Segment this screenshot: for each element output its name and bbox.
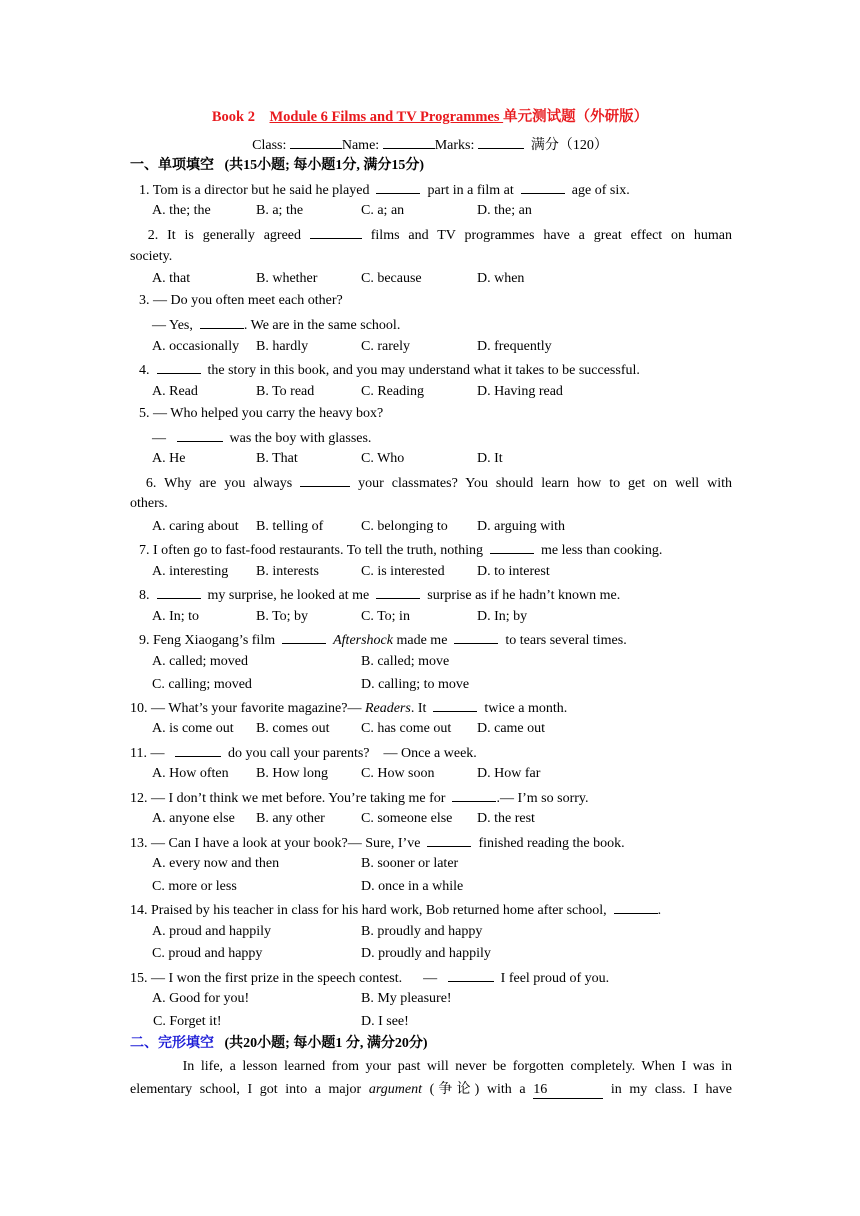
option-b[interactable]: B. That bbox=[256, 451, 298, 466]
option-b[interactable]: B. hardly bbox=[256, 339, 309, 354]
option-b[interactable]: B. To read bbox=[256, 384, 315, 399]
option-d[interactable]: D. proudly and happily bbox=[361, 946, 491, 961]
option-c[interactable]: C. How soon bbox=[361, 766, 435, 781]
blank[interactable] bbox=[177, 429, 223, 442]
blank[interactable] bbox=[427, 834, 471, 847]
question-2: 2. It is generally agreed films and TV programmes have a great effect on human bbox=[147, 228, 733, 243]
option-b[interactable]: B. telling of bbox=[256, 519, 324, 534]
option-b[interactable]: B. comes out bbox=[256, 721, 330, 736]
option-d[interactable]: D. arguing with bbox=[477, 519, 566, 534]
option-a[interactable]: A. caring about bbox=[152, 519, 239, 534]
option-d[interactable]: D. when bbox=[477, 271, 525, 286]
option-c[interactable]: C. someone else bbox=[361, 811, 453, 826]
option-b[interactable]: B. any other bbox=[256, 811, 325, 826]
option-d[interactable]: D. frequently bbox=[477, 339, 552, 354]
title-suffix: 单元测试题（外研版） bbox=[503, 109, 649, 125]
option-c[interactable]: C. calling; moved bbox=[152, 677, 252, 692]
option-d[interactable]: D. In; by bbox=[477, 609, 528, 624]
blank[interactable] bbox=[433, 699, 477, 712]
blank[interactable] bbox=[157, 586, 201, 599]
option-d[interactable]: D. I see! bbox=[361, 1014, 409, 1029]
option-a[interactable]: A. How often bbox=[152, 766, 229, 781]
question-12: 12. — I don’t think we met before. You’re taking me for .— I’m so sorry. bbox=[130, 791, 589, 806]
name-blank[interactable] bbox=[383, 136, 435, 149]
passage-line-2: elementary school, I got into a major argument (争论) with a 16 in my class. I have bbox=[130, 1082, 732, 1097]
option-a[interactable]: A. Good for you! bbox=[152, 991, 250, 1006]
blank[interactable] bbox=[454, 631, 498, 644]
question-14: 14. Praised by his teacher in class for his hard work, Bob returned home after school, . bbox=[130, 903, 662, 918]
option-a[interactable]: A. is come out bbox=[152, 721, 234, 736]
option-c[interactable]: C. Forget it! bbox=[153, 1014, 222, 1029]
option-b[interactable]: B. proudly and happy bbox=[361, 924, 483, 939]
question-15: 15. — I won the first prize in the speech contest. — I feel proud of you. bbox=[130, 971, 610, 986]
option-c[interactable]: C. rarely bbox=[361, 339, 410, 354]
passage-line-1: In life, a lesson learned from your past will never be forgotten completely. When I was in bbox=[182, 1059, 733, 1074]
blank[interactable] bbox=[310, 226, 362, 239]
option-d[interactable]: D. Having read bbox=[477, 384, 563, 399]
question-6-cont: others. bbox=[130, 496, 168, 511]
option-a[interactable]: A. anyone else bbox=[152, 811, 235, 826]
option-d[interactable]: D. the; an bbox=[477, 203, 532, 218]
blank[interactable] bbox=[490, 541, 534, 554]
question-13: 13. — Can I have a look at your book?— Sure, I’ve finished reading the book. bbox=[130, 836, 625, 851]
option-d[interactable]: D. How far bbox=[477, 766, 541, 781]
class-blank[interactable] bbox=[290, 136, 342, 149]
question-11: 11. — do you call your parents? — Once a week. bbox=[130, 746, 477, 761]
section-2-heading: 二、完形填空 (共20小题; 每小题1 分, 满分20分) bbox=[130, 1036, 428, 1051]
option-a[interactable]: A. proud and happily bbox=[152, 924, 271, 939]
option-a[interactable]: A. that bbox=[152, 271, 191, 286]
option-c[interactable]: C. belonging to bbox=[361, 519, 448, 534]
section-1-heading: 一、单项填空 (共15小题; 每小题1分, 满分15分) bbox=[130, 158, 424, 173]
option-d[interactable]: D. came out bbox=[477, 721, 546, 736]
option-c[interactable]: C. To; in bbox=[361, 609, 410, 624]
question-4: 4. the story in this book, and you may understand what it takes to be successful. bbox=[139, 363, 640, 378]
option-b[interactable]: B. called; move bbox=[361, 654, 450, 669]
blank[interactable] bbox=[448, 969, 494, 982]
option-a[interactable]: A. the; the bbox=[152, 203, 211, 218]
question-3-reply: — Yes, . We are in the same school. bbox=[152, 318, 401, 333]
option-a[interactable]: A. He bbox=[152, 451, 186, 466]
blank[interactable] bbox=[175, 744, 221, 757]
document-title bbox=[0, 109, 860, 125]
blank[interactable] bbox=[521, 181, 565, 194]
option-b[interactable]: B. whether bbox=[256, 271, 318, 286]
option-c[interactable]: C. a; an bbox=[361, 203, 405, 218]
blank[interactable] bbox=[376, 181, 420, 194]
option-a[interactable]: A. every now and then bbox=[152, 856, 280, 871]
option-a[interactable]: A. In; to bbox=[152, 609, 200, 624]
question-8: 8. my surprise, he looked at me surprise as if he hadn’t known me. bbox=[139, 588, 621, 603]
option-a[interactable]: A. occasionally bbox=[152, 339, 240, 354]
option-d[interactable]: D. the rest bbox=[477, 811, 535, 826]
option-c[interactable]: C. because bbox=[361, 271, 422, 286]
option-c[interactable]: C. Who bbox=[361, 451, 405, 466]
question-7: 7. I often go to fast-food restaurants. To tell the truth, nothing me less than cooking. bbox=[139, 543, 663, 558]
question-9: 9. Feng Xiaogang’s film Aftershock made me to tears several times. bbox=[139, 633, 627, 648]
option-b[interactable]: B. How long bbox=[256, 766, 328, 781]
blank[interactable] bbox=[614, 901, 658, 914]
blank[interactable] bbox=[282, 631, 326, 644]
option-b[interactable]: B. a; the bbox=[256, 203, 304, 218]
blank[interactable] bbox=[300, 474, 350, 487]
info-line: Class: Name: Marks: 满分（120） bbox=[252, 138, 608, 153]
option-d[interactable]: D. once in a while bbox=[361, 879, 464, 894]
marks-blank[interactable] bbox=[478, 136, 524, 149]
question-10: 10. — What’s your favorite magazine?— Readers. It twice a month. bbox=[130, 701, 568, 716]
title-module: Module 6 Films and TV Programmes bbox=[269, 109, 504, 125]
question-3: 3. — Do you often meet each other? bbox=[139, 293, 343, 308]
option-a[interactable]: A. called; moved bbox=[152, 654, 249, 669]
question-5-reply: — was the boy with glasses. bbox=[152, 431, 372, 446]
option-d[interactable]: D. calling; to move bbox=[361, 677, 470, 692]
question-2-cont: society. bbox=[130, 249, 173, 264]
option-a[interactable]: A. Read bbox=[152, 384, 198, 399]
option-c[interactable]: C. proud and happy bbox=[152, 946, 263, 961]
blank[interactable] bbox=[200, 316, 244, 329]
blank[interactable] bbox=[376, 586, 420, 599]
question-5: 5. — Who helped you carry the heavy box? bbox=[139, 406, 384, 421]
blank-16[interactable]: 16 bbox=[533, 1082, 603, 1099]
option-b[interactable]: B. My pleasure! bbox=[361, 991, 452, 1006]
title-book: Book 2 bbox=[211, 109, 255, 125]
option-d[interactable]: D. It bbox=[477, 451, 503, 466]
option-b[interactable]: B. interests bbox=[256, 564, 319, 579]
blank[interactable] bbox=[452, 789, 496, 802]
option-c[interactable]: C. more or less bbox=[152, 879, 237, 894]
question-6: 6. Why are you always your classmates? You should learn how to get on well with bbox=[145, 476, 733, 491]
question-1: 1. Tom is a director but he said he played part in a film at age of six. bbox=[139, 183, 630, 198]
option-b[interactable]: B. sooner or later bbox=[361, 856, 459, 871]
option-c[interactable]: C. Reading bbox=[361, 384, 424, 399]
option-c[interactable]: C. has come out bbox=[361, 721, 452, 736]
option-c[interactable]: C. is interested bbox=[361, 564, 445, 579]
blank[interactable] bbox=[157, 361, 201, 374]
option-a[interactable]: A. interesting bbox=[152, 564, 229, 579]
option-b[interactable]: B. To; by bbox=[256, 609, 309, 624]
option-d[interactable]: D. to interest bbox=[477, 564, 550, 579]
